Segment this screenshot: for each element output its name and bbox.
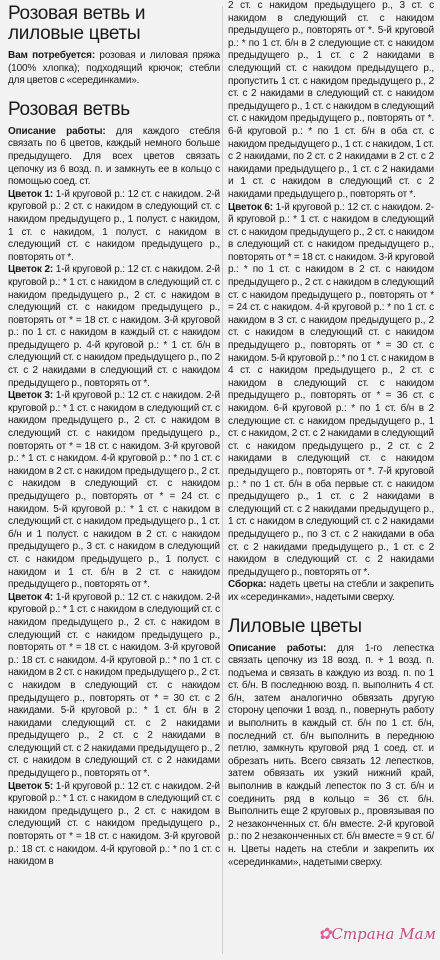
flower-icon: ✿ <box>318 924 332 943</box>
right-column <box>228 0 434 869</box>
flower-3-label: Цветок 3: <box>8 390 54 402</box>
description-text: для каждого стебля связать по 6 цветов, каждый немного больше предыдущего. Для всех цветов связать цепочку из 6 возд. п. и замкнуть ее в кольцо с помощью соед. ст. <box>8 125 220 188</box>
flower-2-text: 1-й круговой р.: 12 ст. с накидом. 2-й круговой р.: * 1 ст. с накидом в следующий ст. с накидом предыдущего р., 2 ст. с накидом в следующий ст. с накидом предыдущего р., повторять от * = 18 ст. с накидом. 3-й круговой р.: по 1 ст. с накидом в каждый ст. с накидом предыдущего р. 4-й круговой р.: * 1 ст. б/н в следующий ст. с накидом предыдущего р., по 2 ст. с 2 накидами в следующий ст. с накидом предыдущего р., повторять от *. <box>8 264 220 389</box>
column-divider <box>222 6 223 954</box>
flower-4-text: 1-й круговой р.: 12 ст. с накидом. 2-й круговой р.: * 1 ст. с накидом в следующий ст. с накидом предыдущего р., 2 ст. с накидом в следующий ст. с накидом предыдущего р., повторять от * = 18 ст. с накидом. 3-й круговой р.: 18 ст. с накидом. 4-й круговой р.: * по 1 ст. с накидом в 2 ст. с накидом предыдущего р., 2 ст. с накидом в следующий ст. с накидом предыдущего р., повторять от * = 30 ст. с 2 накидами. 5-й круговой р.: * 1 ст. б/н в 2 накидами следующий ст. с 2 накидами предыдущего р., 2 ст. с 2 накидами в следующий ст. с 2 накидами предыдущего р., 2 ст. с накидом в следующий ст. с 2 накидами предыдущего р., повторять от *. <box>8 591 220 780</box>
flower-4-label: Цветок 4: <box>8 591 54 603</box>
flower-1-text: 1-й круговой р.: 12 ст. с накидом. 2-й круговой р.: 2 ст. с накидом в следующий ст. с накидом предыдущего р., 1 полуст. с накидом, 1 ст. с накидом, 1 полуст. с накидом в следующий ст. с накидом предыдущего р., повторять от *. <box>8 188 220 263</box>
flower-6-text: 1-й круговой р.: 12 ст. с накидом. 2-й круговой р.: * 1 ст. с накидом в следующий ст. с накидом предыдущего р., 2 ст. с накидом в следующий ст. с накидом предыдущего р., повторять от * = 18 ст. с накидом. 3-й круговой р.: * по 1 ст. с накидом в 2 ст. с накидом предыдущего р., 2 ст. с накидом в следующий ст. с накидом предыдущего р., повторять от * = 24 ст. с накидом. 4-й круговой р.: * по 1 ст. с накидом в 3 ст. с накидом предыдущего р., 2 ст. с накидом в следующий ст. с накидом предыдущего р., повторять от * = 30 ст. с накидом. 5-й круговой р.: * по 1 ст. с накидом в 4 ст. с накидом предыдущего р., 2 ст. с накидом в следующий ст. с накидом предыдущего р., повторять от * = 36 ст. с накидом. 6-й круговой р.: * по 1 ст. б/н в 2 следующие ст. с накидом предыдущего р., 1 ст. с накидом, 2 ст. с 2 накидами в следующий ст. с накидом предыдущего р., 2 ст. с 2 накидами в следующий ст. с накидом предыдущего р., повторять от *. 7-й круговой р.: * по 1 ст. б/н в оба первые ст. с накидом предыдущего р., 1 ст. с 2 накидами в следующий ст. с 2 накидами предыдущего р., 1 ст. с накидом в следующий ст. с 2 накидами предыдущего р., по 3 ст. с 2 накидами в оба ст. с 2 накидами предыдущего р., 1 ст. с 2 накидом в следующий ст. с 2 накидами предыдущего р., повторять от *. <box>228 201 434 578</box>
page-title: Розовая ветвь и лиловые цветы <box>8 3 146 44</box>
materials-paragraph <box>8 50 220 88</box>
flower-6-label: Цветок 6: <box>228 201 273 213</box>
lilac-description <box>228 643 434 870</box>
flower-6-paragraph <box>228 202 434 580</box>
flower-5-label: Цветок 5: <box>8 780 54 792</box>
flower-4-paragraph <box>8 592 220 781</box>
flower-1-label: Цветок 1: <box>8 188 54 200</box>
description-label: Описание работы: <box>8 125 106 137</box>
flower-5-text: 1-й круговой р.: 12 ст. с накидом. 2-й круговой р.: * 1 ст. с накидом в следующий ст. с накидом предыдущего р., 2 ст. с накидом в следующий ст. с накидом предыдущего р., повторять от * = 18 ст. с накидом. 3-й круговой р.: 18 ст. с накидом. 4-й круговой р.: * по 1 ст. с накидом в <box>8 780 220 868</box>
flower-3-text: 1-й круговой р.: 12 ст. с накидом. 2-й круговой р.: * 1 ст. с накидом в следующий ст. с накидом предыдущего р., 2 ст. с накидом в следующий ст. с накидом предыдущего р., повторять от * = 18 ст. с накидом. 3-й круговой р.: * 1 ст. с накидом. 4-й круговой р.: * по 1 ст. с накидом в 2 ст. с накидом предыдущего р., 2 ст. с накидом в следующий ст. с накидом предыдущего р., повторять от * = 24 ст. с накидом. 5-й круговой р.: * 1 ст. с накидом в следующий ст. с накидом предыдущего р., 1 ст. б/н и 1 полуст. с накидом в 2 ст. с накидом предыдущего р., 3 ст. с накидом в следующий ст. с накидом предыдущего р., 1 полуст. с накидом и 1 ст. б/н в 2 ст. с накидом предыдущего р., повторять от *. <box>8 390 220 591</box>
pink-description <box>8 126 220 189</box>
flower-3-paragraph <box>8 390 220 592</box>
watermark-text: Страна Мам <box>331 925 436 943</box>
assembly-text: надеть цветы на стебли и закрепить их «серединками», надетыми сверху. <box>228 579 434 603</box>
flower-2-paragraph <box>8 264 220 390</box>
assembly-label: Сборка: <box>228 579 267 591</box>
flower-1-paragraph <box>8 189 220 265</box>
flower-5-continuation: 2 ст. с накидом предыдущего р., 3 ст. с накидом в следующий ст. с накидом предыдущего р., повторять от *. 5-й круговой р.: * по 1 ст. б/н в 2 следующие ст. с накидом предыдущего р., 1 ст. с 2 накидами в следующий ст. с накидом предыдущего р., пропустить 1 ст. с накидом предыдущего р., 2 ст. с 2 накидами в следующий ст. с накидом предыдущего р., 1 ст. с накидом в следующий ст. с накидом предыдущего р., повторять от *. 6-й круговой р.: * по 1 ст. б/н в оба ст. с накидом предыдущего р., 1 ст. с накидом, 1 ст. с 2 накидами, по 2 ст. с 2 накидами в 2 ст. с 2 накидами предыдущего р., 1 ст. с 2 накидами и 1 ст. с накидом в следующий ст. с 2 накидами предыдущего р., повторять от *. <box>228 0 434 200</box>
flower-2-label: Цветок 2: <box>8 264 54 276</box>
flower-5-paragraph <box>8 781 220 869</box>
materials-text: розовая и лиловая пряжа (100% хлопка); подходящий крючок; стебли для цветов с «серединками». <box>8 50 220 87</box>
left-column <box>8 0 220 869</box>
section-title-pink-branch: Розовая ветвь <box>8 98 130 120</box>
assembly-paragraph <box>228 579 434 604</box>
section-title-lilac-flowers: Лиловые цветы <box>228 615 362 637</box>
lilac-description-text: для 1-го лепестка связать цепочку из 18 возд. п. + 1 возд. п. подъема и связать в каждую из возд. п. по 1 ст. б/н. В последнюю возд. п. выполнить 4 ст. б/н, затем аналогично обвязать другую сторону цепочки 1 возд. п., повернуть работу и выполнить в каждый ст. б/н по 1 ст. б/н, последний ст. б/н выполнить в переднюю петлю, замкнуть круговой ряд 1 соед. ст. и обрезать нить. Всего связать 12 лепестков, затем обвязать их узкий нижний край, выполнив в каждый лепесток по 3 ст. б/н и соединить ряд в кольцо = 36 ст. б/н. Выполнить еще 2 круговых р., провязывая по 2 незаконченных ст. б/н вместе. 2-й круговой р.: по 2 незаконченных ст. б/н вместе = 9 ст. б/н. Цветы надеть на стебли и закрепить их «серединками», надетыми сверху. <box>228 642 434 868</box>
watermark-logo <box>318 924 436 943</box>
lilac-description-label: Описание работы: <box>228 642 327 654</box>
materials-label: Вам потребуется: <box>8 50 96 61</box>
